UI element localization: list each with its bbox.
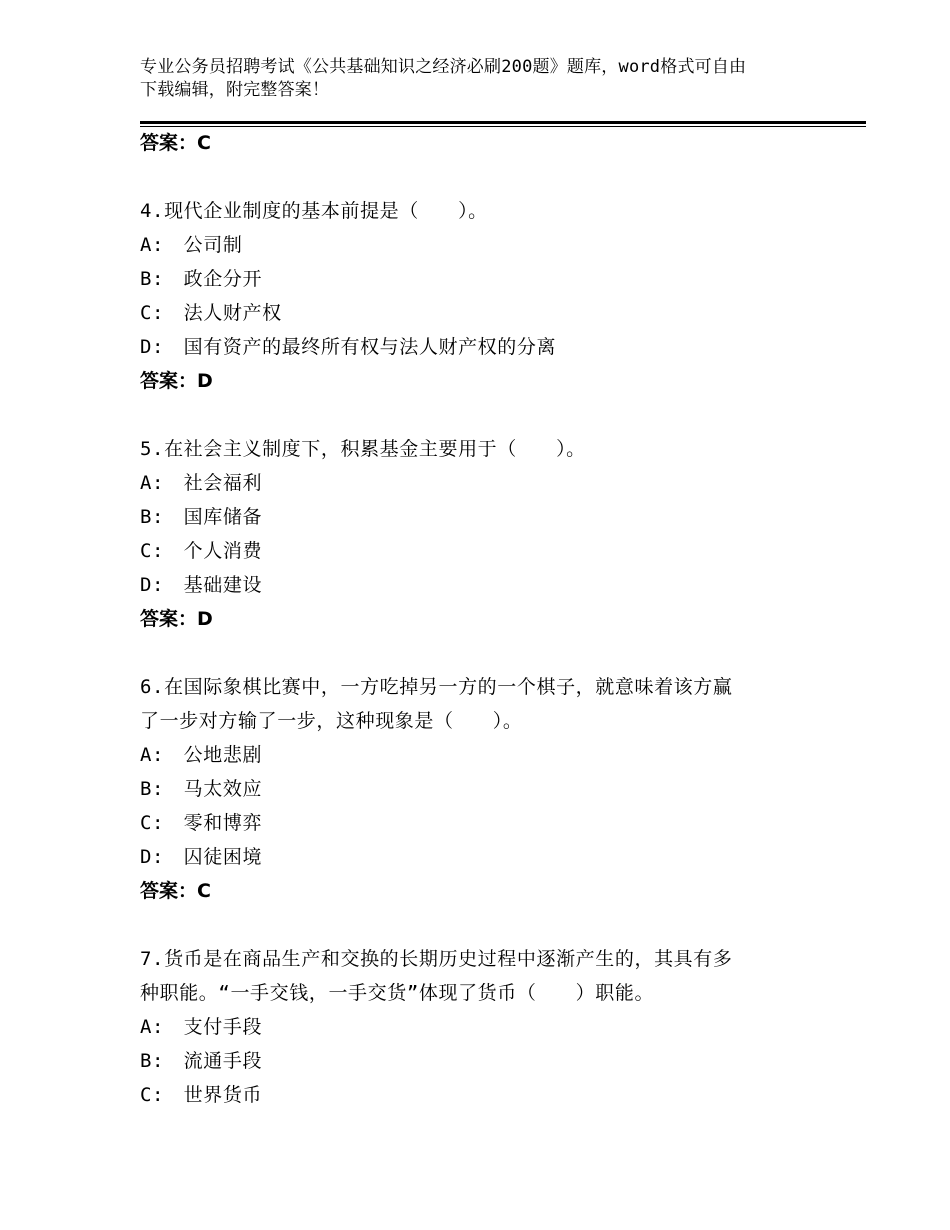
question-stem-line-1: 6.在国际象棋比赛中，一方吃掉另一方的一个棋子，就意味着该方赢 [140,676,733,698]
question-list [140,126,830,1112]
question-5 [140,432,830,636]
question-stem: 4.现代企业制度的基本前提是（ ）。 [140,200,488,222]
option-a: A: 支付手段 [140,1016,263,1038]
option-d: D: 国有资产的最终所有权与法人财产权的分离 [140,336,557,358]
question-stem: 5.在社会主义制度下，积累基金主要用于（ ）。 [140,438,586,460]
option-b: B: 马太效应 [140,778,263,800]
option-b: B: 国库储备 [140,506,263,528]
page-header [140,56,820,102]
option-d: D: 基础建设 [140,574,263,596]
answer-line: 答案：D [140,370,213,392]
answer-line: 答案：C [140,132,211,154]
answer-line: 答案：D [140,608,213,630]
header-line-2: 下载编辑，附完整答案！ [140,80,330,100]
option-a: A: 公地悲剧 [140,744,263,766]
option-c: C: 世界货币 [140,1084,263,1106]
option-a: A: 公司制 [140,234,243,256]
option-a: A: 社会福利 [140,472,263,494]
question-stem-line-2: 了一步对方输了一步，这种现象是（ ）。 [140,710,523,732]
header-divider-thick [140,121,866,124]
question-6 [140,670,830,908]
answer-line: 答案：C [140,880,211,902]
question-7 [140,942,830,1112]
header-line-1: 专业公务员招聘考试《公共基础知识之经济必刷200题》题库，word格式可自由 [140,57,747,77]
option-d: D: 囚徒困境 [140,846,263,868]
option-b: B: 政企分开 [140,268,263,290]
question-stem-line-1: 7.货币是在商品生产和交换的长期历史过程中逐渐产生的，其具有多 [140,948,733,970]
question-stem-line-2: 种职能。“一手交钱，一手交货”体现了货币（ ）职能。 [140,982,655,1004]
option-c: C: 零和博弈 [140,812,263,834]
option-c: C: 个人消费 [140,540,263,562]
question-4 [140,194,830,398]
option-b: B: 流通手段 [140,1050,263,1072]
option-c: C: 法人财产权 [140,302,282,324]
